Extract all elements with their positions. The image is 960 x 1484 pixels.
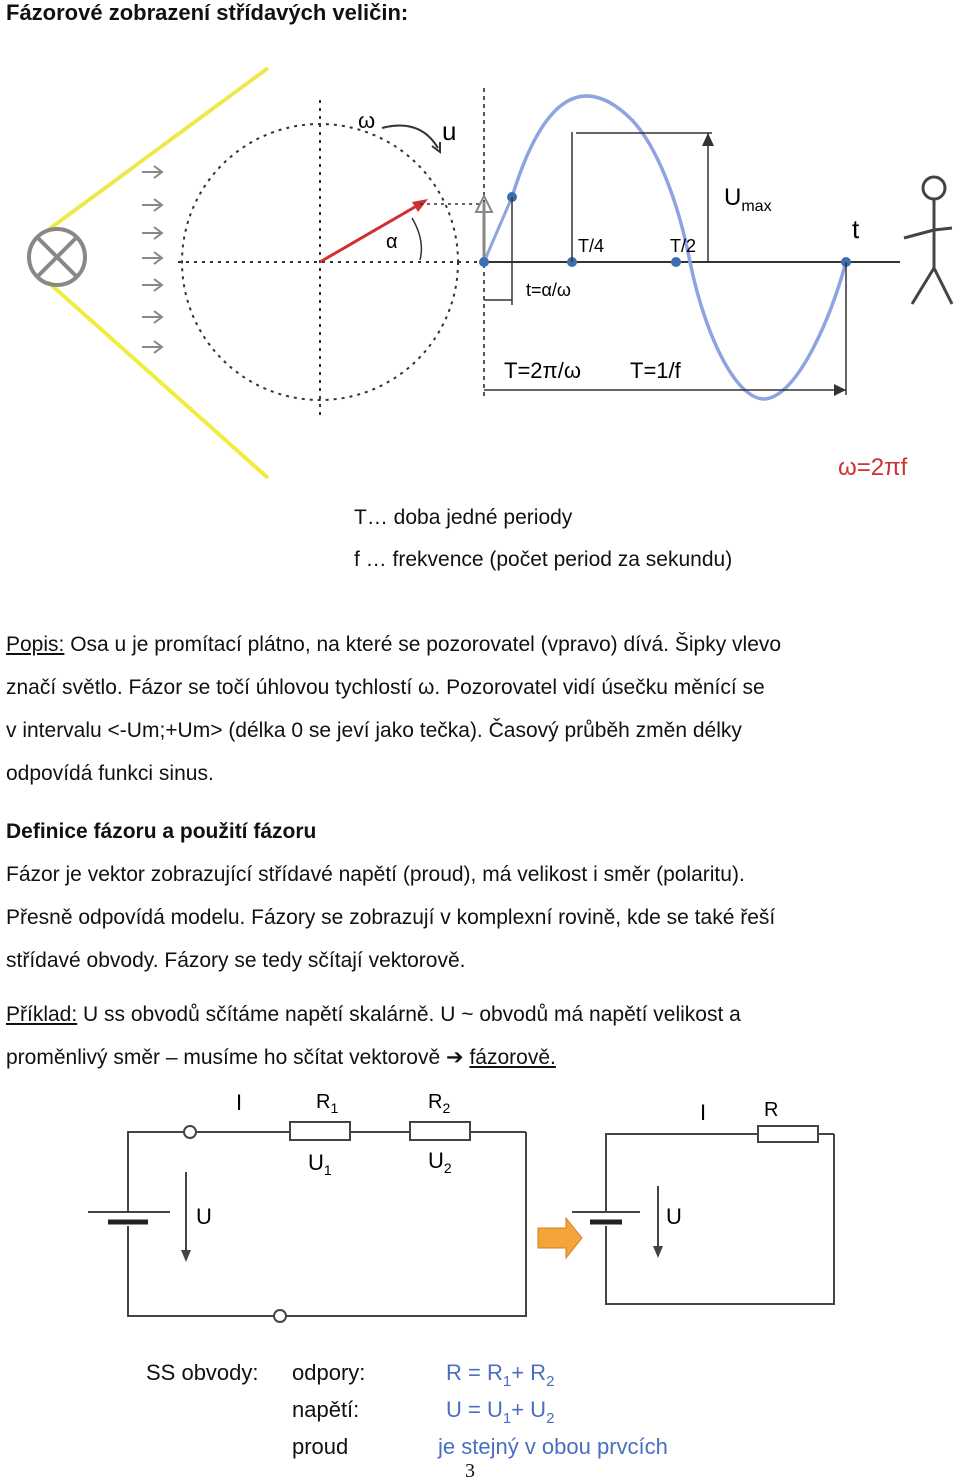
- period-label-1: T=2π/ω: [504, 358, 581, 383]
- phasor-figure: [0, 60, 960, 500]
- definice-paragraph: Fázor je vektor zobrazující střídavé napětí (proud), má velikost i směr (polaritu). Přesně odpovídá modelu. Fázory se zobrazují v komplexní rovině, kde se také řeší střídavé obvody. Fázory se tedy sčítají vektorově.: [6, 863, 776, 972]
- phasor-vector: [320, 204, 420, 262]
- umax-label: $U_{max}$: [724, 184, 772, 215]
- observer-icon: [904, 177, 952, 304]
- omega-symbol: ω: [358, 108, 376, 133]
- popis-label: Popis:: [6, 633, 65, 656]
- svg-text:U: U: [196, 1204, 212, 1229]
- light-arrows: [142, 166, 162, 353]
- priklad-label: Příklad:: [6, 1003, 78, 1026]
- svg-text:I: I: [700, 1100, 707, 1125]
- napeti-label: napětí:: [292, 1397, 360, 1422]
- svg-text:R1: $R_1$: [316, 1091, 339, 1116]
- f-definition: f … frekvence (počet period za sekundu): [354, 548, 733, 571]
- resistor-r1: [290, 1122, 350, 1140]
- omega-formula: ω=2πf: [838, 454, 908, 481]
- current-statement: je stejný v obou prvcích: [438, 1434, 668, 1459]
- odpory-label: odpory:: [292, 1360, 366, 1385]
- popis-paragraph: Popis: Osa u je promítací plátno, na které se pozorovatel (vpravo) dívá. Šipky vlevo značí světlo. Fázor se točí úhlovou tychlostí ω. Pozorovatel vidí úsečku měnící se v intervalu <-Um;+Um> (délka 0 se jeví jako tečka). Časový průběh změn délky odpovídá funkci sinus.: [6, 633, 782, 785]
- resistor-r: [758, 1126, 818, 1142]
- resistance-formula: $R = R_1+ R_2$: [446, 1360, 555, 1390]
- alpha-symbol: α: [386, 231, 398, 253]
- svg-text:I: I: [236, 1090, 243, 1115]
- svg-text:U: U: [666, 1204, 682, 1229]
- page-number: 3: [465, 1460, 475, 1482]
- svg-text:R: R: [764, 1099, 779, 1121]
- t2-label: T/2: [670, 236, 697, 256]
- svg-text:U1: $U_1$: [308, 1150, 332, 1178]
- page-title: Fázorové zobrazení střídavých veličin:: [6, 0, 409, 25]
- t-alpha-label: t=α/ω: [526, 280, 571, 300]
- ss-obvody-label: SS obvody:: [146, 1360, 259, 1385]
- orange-arrow-icon: [538, 1218, 582, 1258]
- circuits-diagram: [0, 1080, 960, 1340]
- u-axis-label: u: [442, 116, 457, 146]
- arrow-right-icon: ➔: [446, 1046, 464, 1069]
- proud-label: proud: [292, 1434, 349, 1459]
- svg-text:U2: $U_2$: [428, 1148, 452, 1176]
- lamp-icon: [29, 229, 85, 285]
- voltage-formula: $U = U_1+ U_2$: [446, 1397, 555, 1427]
- t4-label: T/4: [578, 236, 605, 256]
- period-label-2: T=1/f: [630, 358, 681, 383]
- light-ray-lower: [48, 282, 268, 478]
- priklad-paragraph: Příklad: U ss obvodů sčítáme napětí skalárně. U ~ obvodů má napětí velikost a proměnlivý směr – musíme ho sčítat vektorově ➔ fázorově.: [6, 1003, 741, 1069]
- t-axis-label: t: [852, 214, 860, 244]
- t-definition: T… doba jedné periody: [354, 506, 573, 529]
- definice-heading: Definice fázoru a použití fázoru: [6, 820, 317, 843]
- resistor-r2: [410, 1122, 470, 1140]
- rotation-arrow: [382, 126, 438, 149]
- svg-text:R2: $R_2$: [428, 1091, 451, 1116]
